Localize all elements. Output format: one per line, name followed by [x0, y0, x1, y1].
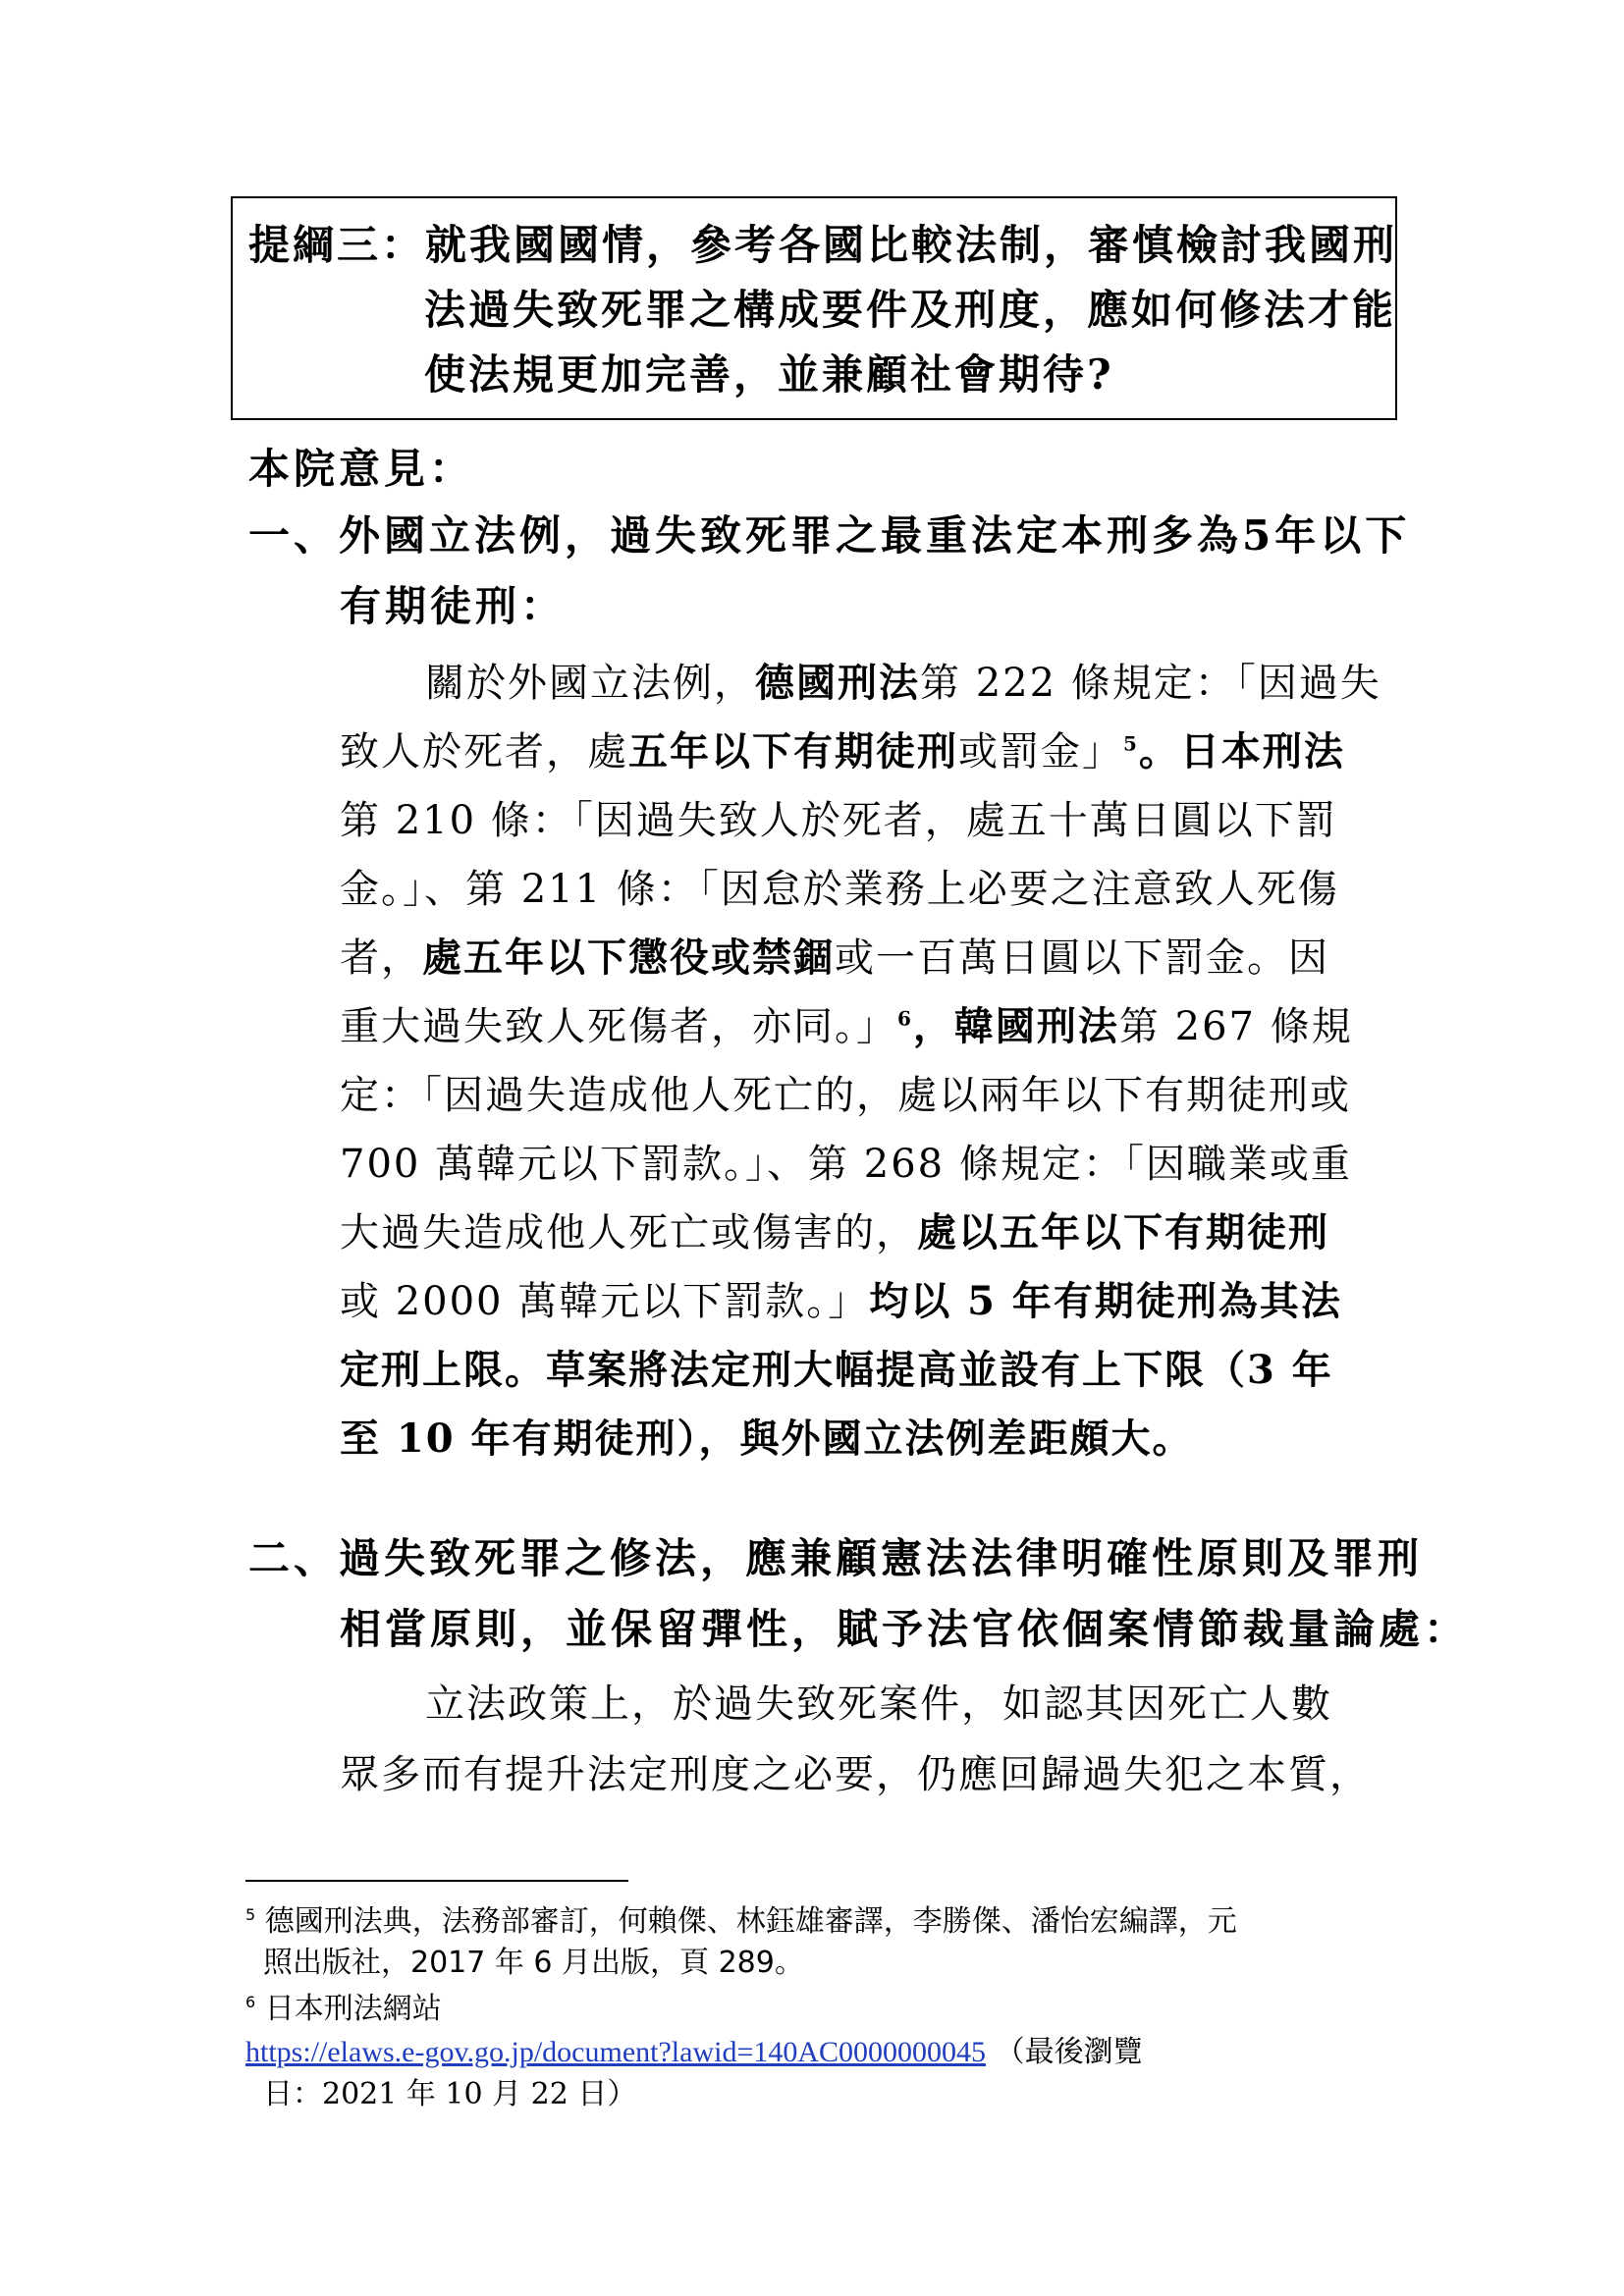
opinion-title: 本院意見：: [248, 445, 475, 493]
elaws-link[interactable]: https://elaws.e-gov.go.jp/document?lawid=140AC0000000045: [245, 2036, 987, 2068]
emphasis: 均以 5 年有期徒刑為其法: [869, 1278, 1342, 1324]
footnote-divider: [245, 1880, 628, 1882]
section1-heading-line2: 有期徒刑：: [340, 582, 567, 630]
japanese-criminal-code: 。日本刑法: [1138, 728, 1345, 774]
emphasis: 處以五年以下有期徒刑: [917, 1209, 1329, 1255]
section2-heading-line2: 相當原則，並保留彈性，賦予法官依個案情節裁量論處：: [340, 1605, 1470, 1653]
s1-p1-line7: 定：「因過失造成他人死亡的，處以兩年以下有期徒刑或: [340, 1073, 1351, 1118]
footnote-text: 德國刑法典，法務部審訂，何賴傑、林鈺雄審譯，李勝傑、潘怡宏編譯，元: [264, 1904, 1237, 1939]
s1-p1-line3: 第 210 條：「因過失致人於死者，處五十萬日圓以下罰: [340, 798, 1337, 843]
s1-p1-line5: [340, 931, 1329, 986]
text-run: 或一百萬日圓以下罰金。因: [835, 935, 1329, 981]
s1-p1-line8: 700 萬韓元以下罰款。」、第 268 條規定：「因職業或重: [340, 1142, 1352, 1187]
outline-line-2: 法過失致死罪之構成要件及刑度，應如何修法才能: [424, 286, 1397, 334]
text-run: 者，: [340, 935, 422, 981]
s1-p1-line11: 定刑上限。草案將法定刑大幅提高並設有上下限（3 年: [340, 1347, 1333, 1393]
korean-criminal-code: ，韓國刑法: [912, 1003, 1119, 1049]
footnote-6-line1: [245, 1989, 442, 2030]
outline-line-3: 使法規更加完善，並兼顧社會期待?: [424, 350, 1114, 399]
text-run: 第 267 條規: [1118, 1004, 1353, 1049]
footnote-ref-5[interactable]: 5: [1123, 731, 1139, 756]
text-run: 或 2000 萬韓元以下罰款。」: [340, 1279, 870, 1324]
footnote-text: （最後瀏覽: [995, 2035, 1143, 2069]
text-run: 致人於死者，處: [340, 729, 628, 774]
footnote-text: 日本刑法網站: [264, 1992, 442, 2026]
text-run: 重大過失致人死傷者，亦同。」: [340, 1004, 897, 1049]
footnote-6-line3: 日：2021 年 10 月 22 日）: [263, 2077, 637, 2111]
s1-p1-line2: [340, 724, 1345, 779]
footnote-6-line2: [245, 2032, 1143, 2073]
footnote-number: 6: [245, 1993, 256, 2011]
outline-line-1: 提綱三：就我國國情，參考各國比較法制，審慎檢討我國刑: [248, 221, 1398, 269]
s2-p1-line2: 眾多而有提升法定刑度之必要，仍應回歸過失犯之本質，: [340, 1752, 1371, 1797]
s2-p1-line1: 立法政策上，於過失致死案件，如認其因死亡人數: [425, 1682, 1332, 1727]
text-run: 大過失造成他人死亡或傷害的，: [340, 1210, 917, 1255]
footnote-ref-6[interactable]: 6: [897, 1006, 913, 1031]
section1-heading-line1: 一、外國立法例，過失致死罪之最重法定本刑多為5年以下: [248, 511, 1411, 560]
s1-p1-line1: [425, 656, 1381, 711]
footnote-5-line1: [245, 1901, 1237, 1943]
s1-p1-line6: [340, 999, 1353, 1054]
german-criminal-code: 德國刑法: [755, 660, 920, 706]
footnote-5-line2: 照出版社，2017 年 6 月出版，頁 289。: [263, 1946, 804, 1980]
section2-heading-line1: 二、過失致死罪之修法，應兼顧憲法法律明確性原則及罪刑: [248, 1534, 1424, 1582]
text-run: 或罰金」: [958, 729, 1123, 774]
emphasis: 五年以下有期徒刑: [628, 728, 958, 774]
text-run: 第 222 條規定：「因過失: [920, 661, 1381, 706]
s1-p1-line9: [340, 1205, 1329, 1260]
s1-p1-line12: 至 10 年有期徒刑），與外國立法例差距頗大。: [340, 1415, 1194, 1462]
emphasis: 處五年以下懲役或禁錮: [422, 934, 835, 981]
s1-p1-line10: [340, 1274, 1342, 1329]
s1-p1-line4: 金。」、第 211 條：「因怠於業務上必要之注意致人死傷: [340, 867, 1339, 912]
footnote-number: 5: [245, 1905, 256, 1924]
text-run: 關於外國立法例，: [425, 661, 755, 706]
